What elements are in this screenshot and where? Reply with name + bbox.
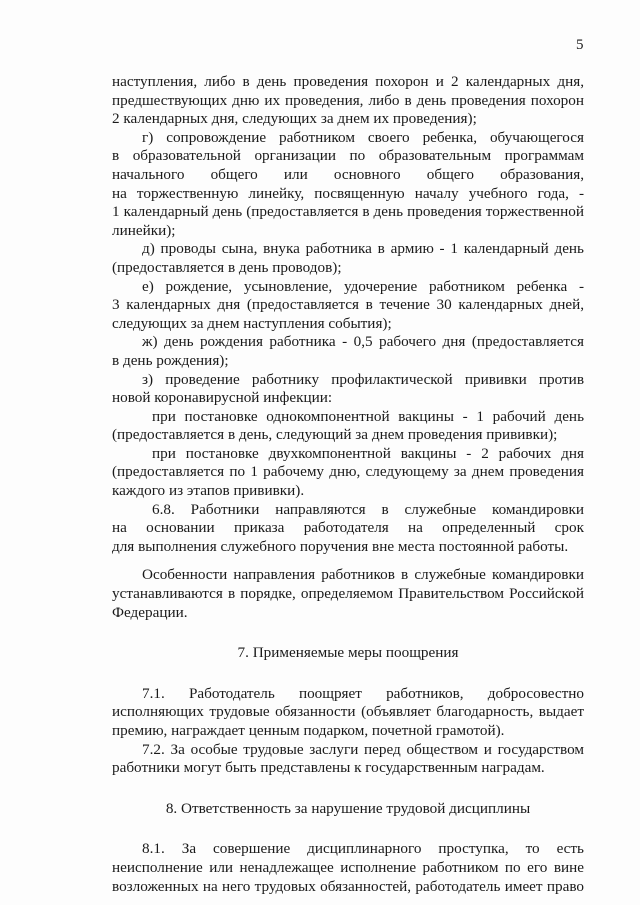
text-line: следующих за днем наступления события); [112, 314, 392, 332]
text-line: в день рождения); [112, 351, 229, 369]
text-line: 7.1. Работодатель поощряет работников, добросовестно [142, 684, 584, 702]
text-line: (предоставляется в день, следующий за днем проведения прививки); [112, 426, 558, 444]
spacer [112, 556, 584, 566]
text-line: 2 календарных дня, следующих за днем их проведения); [112, 110, 477, 128]
text-line: г) сопровождение работником своего ребенка, обучающегося [142, 128, 584, 146]
text-line: (предоставляется в день проводов); [112, 258, 342, 276]
spacer [112, 622, 584, 644]
text-line: на основании приказа работодателя на определенный срок [112, 519, 584, 537]
text-line: работники могут быть представлены к государственным наградам. [112, 759, 545, 777]
text-line: устанавливаются в порядке, определяемом Правительством Российской [112, 585, 584, 603]
text-line: Федерации. [112, 603, 188, 621]
text-line: начального общего или основного общего образования, [112, 165, 584, 183]
text-line: 8.1. За совершение дисциплинарного проступка, то есть [142, 840, 584, 858]
text-line: на торжественную линейку, посвященную началу учебного года, - [112, 184, 584, 202]
spacer [112, 778, 584, 800]
text-line: 7.2. За особые трудовые заслуги перед обществом и государством [142, 740, 584, 758]
text-line: премию, награждает ценным подарком, почетной грамотой). [112, 722, 505, 739]
text-line: (предоставляется по 1 рабочему дню, следующему за днем проведения [112, 463, 584, 481]
text-line: возложенных на него трудовых обязанностей, работодатель имеет право [112, 877, 584, 895]
text-line: е) рождение, усыновление, удочерение работником ребенка - [142, 277, 584, 295]
text-line: 6.8. Работники направляются в служебные командировки [152, 500, 584, 518]
text-line: при постановке однокомпонентной вакцины - 1 рабочий день [152, 407, 584, 425]
text-line: ж) день рождения работника - 0,5 рабочего дня (предоставляется [142, 333, 584, 351]
section-heading: 8. Ответственность за нарушение трудовой дисциплины [165, 799, 531, 817]
text-line: 3 календарных дня (предоставляется в течение 30 календарных дней, [112, 296, 584, 314]
text-line: при постановке двухкомпонентной вакцины - 2 рабочих дня [152, 444, 584, 462]
text-line: новой коронавирусной инфекции: [112, 389, 333, 407]
document-body [112, 73, 584, 896]
text-line: каждого из этапов прививки). [112, 482, 305, 500]
text-line: для выполнения служебного поручения вне места постоянной работы. [112, 537, 569, 555]
text-line: д) проводы сына, внука работника в армию - 1 календарный день [142, 240, 584, 258]
page-number: 5 [576, 37, 584, 53]
text-line: неисполнение или ненадлежащее исполнение работником по его вине [112, 858, 584, 876]
text-line: Особенности направления работников в служебные командировки [142, 566, 584, 584]
text-line: 1 календарный день (предоставляется в день проведения торжественной [112, 203, 584, 221]
text-line: предшествующих дню их проведения, либо в день проведения похорон [112, 91, 584, 109]
text-line: наступления, либо в день проведения похорон и 2 календарных дня, [112, 73, 584, 90]
text-line: исполняющих трудовые обязанности (объявляет благодарность, выдает [112, 703, 584, 721]
text-line: з) проведение работнику профилактической прививки против [142, 370, 584, 388]
spacer [112, 663, 584, 685]
text-line: линейки); [112, 221, 176, 239]
spacer [112, 818, 584, 840]
text-line: в образовательной организации по образовательным программам [112, 147, 584, 165]
section-heading: 7. Применяемые меры поощрения [237, 644, 459, 662]
